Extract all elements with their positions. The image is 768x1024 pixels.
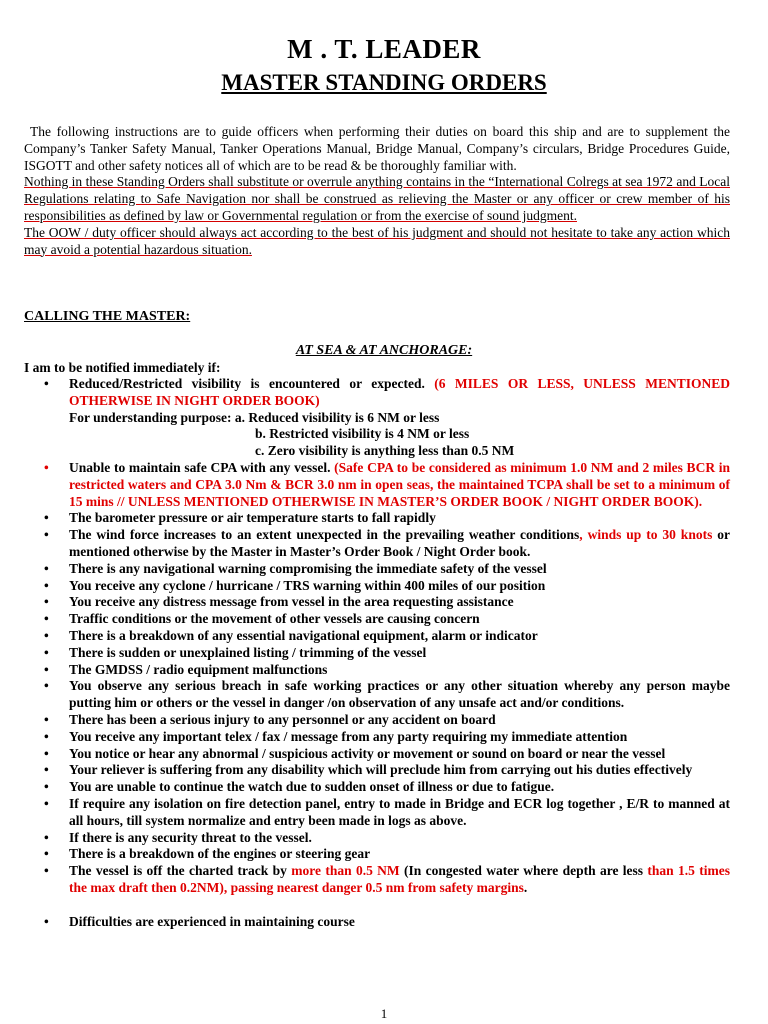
- list-item: [24, 729, 730, 746]
- list-item: [24, 611, 730, 628]
- section-subheading: AT SEA & AT ANCHORAGE:: [295, 343, 473, 358]
- list-item: [24, 678, 730, 712]
- order-text: There has been a serious injury to any personnel or any accident on board: [69, 711, 496, 727]
- order-text: You observe any serious breach in safe working practices or any other situation whereby any person maybe putting him or others or the vessel in danger /on observation of any unsafe act and/or conditions.: [69, 678, 730, 711]
- oow-paragraph: The OOW / duty officer should always act according to the best of his judgment and should not hesitate to take any action which may avoid a potential hazardous situation.: [24, 224, 730, 257]
- bullet-icon: •: [44, 795, 49, 811]
- order-text: The barometer pressure or air temperature starts to fall rapidly: [69, 510, 436, 526]
- bullet-icon: •: [44, 762, 49, 778]
- order-text: There is sudden or unexplained listing / trimming of the vessel: [69, 644, 427, 660]
- lead-in-text: I am to be notified immediately if:: [24, 360, 221, 375]
- list-item: [24, 578, 730, 595]
- list-item: [24, 645, 730, 662]
- order-text: Difficulties are experienced in maintaining course: [69, 913, 355, 929]
- order-text-tail: or mentioned otherwise by the Master in Master’s Order Book / Night Order book.: [69, 527, 730, 559]
- order-text: You receive any important telex / fax / message from any party requiring my immediate attention: [69, 728, 628, 744]
- order-red-text: , winds up to 30 knots: [579, 527, 713, 543]
- list-item: [24, 561, 730, 578]
- bullet-icon: •: [44, 527, 49, 543]
- understanding-a: For understanding purpose: a. Reduced visibility is 6 NM or less: [69, 409, 440, 425]
- order-text: You are unable to continue the watch due to sudden onset of illness or due to fatigue.: [69, 779, 555, 795]
- list-item: [24, 712, 730, 729]
- bullet-icon: •: [44, 510, 49, 526]
- section-heading: CALLING THE MASTER:: [24, 309, 191, 324]
- intro-block: [24, 124, 730, 258]
- bullet-icon: •: [44, 745, 49, 761]
- bullet-icon: •: [44, 829, 49, 845]
- understanding-block: [24, 410, 730, 460]
- order-text: You receive any distress message from vessel in the area requesting assistance: [69, 594, 514, 610]
- orders-list: [24, 376, 730, 930]
- list-item: [24, 830, 730, 847]
- vessel-title: M . T. LEADER: [287, 34, 481, 64]
- order-text: Unable to maintain safe CPA with any vessel.: [69, 459, 331, 475]
- bullet-icon: •: [44, 459, 49, 475]
- list-item: [24, 460, 730, 510]
- list-item: [24, 746, 730, 763]
- list-item: [24, 662, 730, 679]
- bullet-icon: •: [44, 678, 49, 694]
- bullet-icon: •: [44, 594, 49, 610]
- order-text-end: .: [523, 879, 528, 895]
- list-item: [24, 914, 730, 931]
- order-text-mid: (In congested water where depth are less: [399, 863, 648, 879]
- bullet-icon: •: [44, 577, 49, 593]
- understanding-c: c. Zero visibility is anything less than 0.5 NM: [255, 443, 515, 459]
- bullet-icon: •: [44, 779, 49, 795]
- order-text: There is a breakdown of any essential navigational equipment, alarm or indicator: [69, 627, 538, 643]
- order-red-text: more than 0.5 NM: [291, 863, 400, 879]
- order-text: The wind force increases to an extent unexpected in the prevailing weather conditions: [69, 527, 580, 543]
- list-item: [24, 846, 730, 863]
- colregs-paragraph: Nothing in these Standing Orders shall substitute or overrule anything contains in the “International Colregs at sea 1972 and Local Regulations relating to Safe Navigation nor shall be construed as relieving the Master or any officer or crew member of his responsibilities as defined by law or Governmental regulation or from the exercise of sound judgment.: [24, 174, 730, 223]
- list-item: [24, 510, 730, 527]
- order-text: There is any navigational warning compromising the immediate safety of the vessel: [69, 560, 547, 576]
- bullet-icon: •: [44, 728, 49, 744]
- bullet-icon: •: [44, 711, 49, 727]
- order-red-text: (6 MILES OR LESS, UNLESS MENTIONED OTHERWISE IN NIGHT ORDER BOOK): [69, 376, 730, 408]
- list-item: [24, 527, 730, 561]
- bullet-icon: •: [44, 611, 49, 627]
- bullet-icon: •: [44, 846, 49, 862]
- order-text: Traffic conditions or the movement of other vessels are causing concern: [69, 611, 480, 627]
- order-text: You notice or hear any abnormal / suspicious activity or movement or sound on board or near the vessel: [69, 745, 666, 761]
- order-red-text-2: than 1.5 times the max draft then 0.2NM), passing nearest danger 0.5 nm from safety margins: [69, 863, 730, 895]
- list-item: [24, 376, 730, 410]
- order-text: You receive any cyclone / hurricane / TRS warning within 400 miles of our position: [69, 577, 546, 593]
- bullet-icon: •: [44, 627, 49, 643]
- bullet-icon: •: [44, 376, 49, 391]
- order-text: If there is any security threat to the vessel.: [69, 829, 312, 845]
- order-text: There is a breakdown of the engines or steering gear: [69, 846, 371, 862]
- bullet-icon: •: [44, 913, 49, 929]
- bullet-icon: •: [44, 661, 49, 677]
- list-item: [24, 628, 730, 645]
- list-item: [24, 594, 730, 611]
- order-text: Reduced/Restricted visibility is encountered or expected.: [69, 376, 425, 391]
- understanding-b: b. Restricted visibility is 4 NM or less: [255, 426, 470, 442]
- bullet-icon: •: [44, 863, 49, 879]
- order-text: If require any isolation on fire detection panel, entry to made in Bridge and ECR log together , E/R to manned at all hours, till system normalize and entry been made in logs as above.: [69, 795, 730, 828]
- list-item: [24, 779, 730, 796]
- list-item: [24, 863, 730, 897]
- bullet-icon: •: [44, 560, 49, 576]
- list-spacer: [24, 897, 730, 914]
- list-item: [24, 762, 730, 779]
- order-text: Your reliever is suffering from any disability which will preclude him from carrying out his duties effectively: [69, 762, 693, 778]
- bullet-icon: •: [44, 644, 49, 660]
- order-text: The GMDSS / radio equipment malfunctions: [69, 661, 328, 677]
- order-text: The vessel is off the charted track by: [69, 863, 292, 879]
- document-title: MASTER STANDING ORDERS: [221, 70, 547, 95]
- list-item: [24, 796, 730, 830]
- page-number: 1: [380, 1006, 388, 1021]
- intro-paragraph: The following instructions are to guide officers when performing their duties on board this ship and are to supplement the Company’s Tanker Safety Manual, Tanker Operations Manual, Bridge Manual, Company’s circulars, Bridge Procedures Guide, ISGOTT and other safety notices all of which are to be read & be thoroughly familiar with.: [24, 124, 730, 173]
- order-red-text: (Safe CPA to be considered as minimum 1.0 NM and 2 miles BCR in restricted waters and CPA 3.0 Nm & BCR 3.0 nm in open seas, the maintained TCPA shall be set to a minimum of 15 mins // UNLESS MENTIONED OTHERWISE IN MASTER’S ORDER BOOK / NIGHT ORDER BOOK).: [69, 459, 731, 509]
